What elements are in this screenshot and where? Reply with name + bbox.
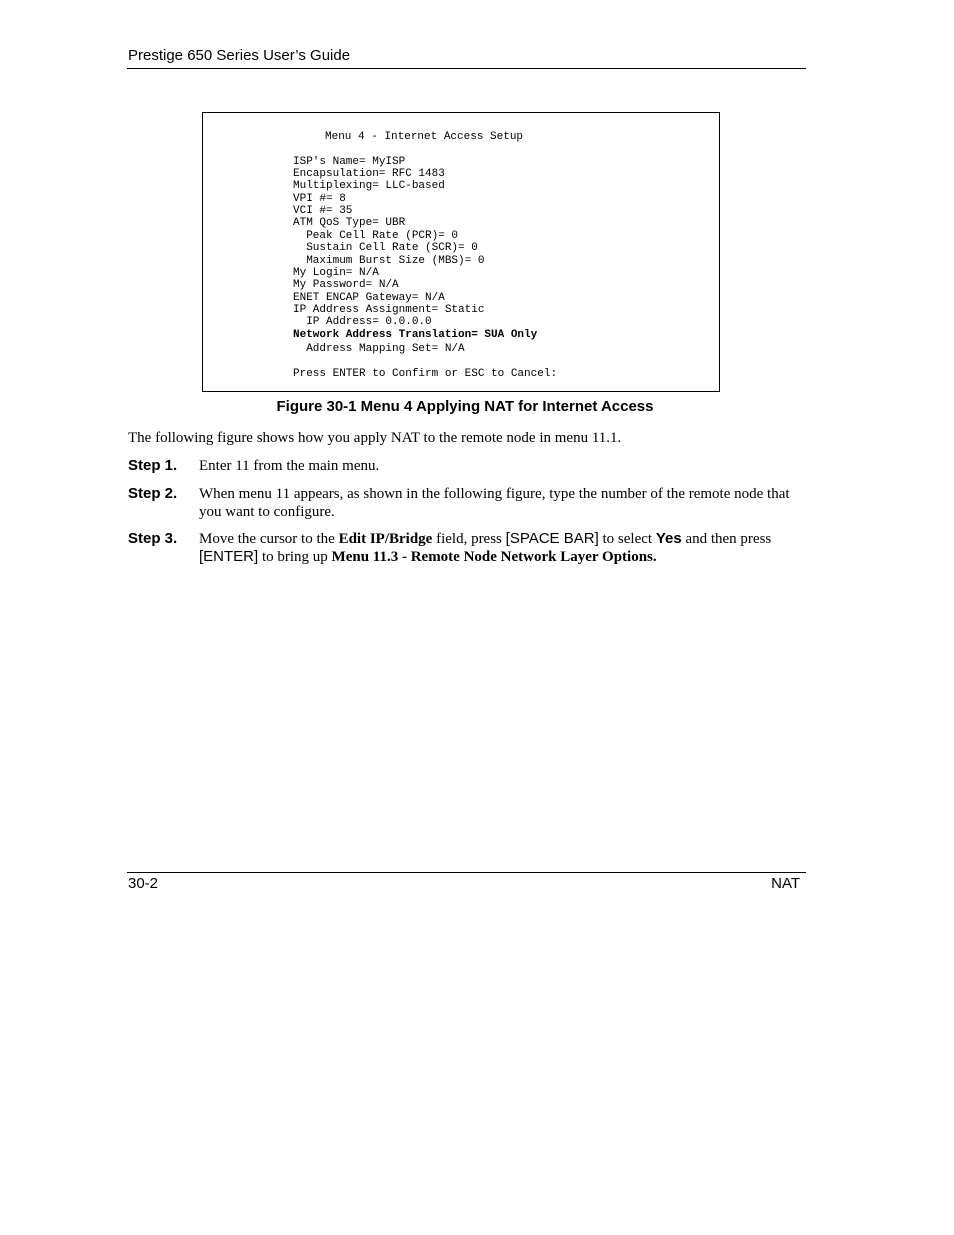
terminal-screen <box>202 112 720 392</box>
terminal-line: Encapsulation= RFC 1483 <box>293 168 445 180</box>
intro-paragraph: The following figure shows how you apply NAT to the remote node in menu 11.1. <box>128 430 622 446</box>
step-text-part: and then press <box>681 531 772 547</box>
step-text: When menu 11 appears, as shown in the following figure, type the number of the remote node that you want to configure. <box>199 486 790 520</box>
terminal-line: IP Address Assignment= Static <box>293 304 485 316</box>
step-label: Step 1. <box>128 457 178 474</box>
page-number: 30-2 <box>128 875 159 892</box>
terminal-prompt: Press ENTER to Confirm or ESC to Cancel: <box>293 368 558 380</box>
terminal-line-highlighted: Network Address Translation= SUA Only <box>293 329 538 341</box>
running-header: Prestige 650 Series User’s Guide <box>128 47 351 64</box>
step-text <box>199 530 809 566</box>
menu-name: Menu 11.3 - Remote Node Network Layer Options. <box>331 549 657 565</box>
footer-divider <box>127 872 806 873</box>
key-enter: [ENTER] <box>199 548 259 565</box>
terminal-line: Multiplexing= LLC-based <box>293 180 445 192</box>
terminal-line: My Password= N/A <box>293 279 399 291</box>
option-yes: Yes <box>655 530 682 547</box>
step-text: Enter 11 from the main menu. <box>199 458 380 474</box>
terminal-line: Sustain Cell Rate (SCR)= 0 <box>293 242 478 254</box>
step-label: Step 2. <box>128 485 178 502</box>
step-text-part: to select <box>598 531 656 547</box>
terminal-line: VPI #= 8 <box>293 193 346 205</box>
step-text-part: field, press <box>432 531 506 547</box>
footer-section: NAT <box>771 875 800 892</box>
terminal-line: My Login= N/A <box>293 267 379 279</box>
key-space-bar: [SPACE BAR] <box>505 530 599 547</box>
terminal-menu-title: Menu 4 - Internet Access Setup <box>325 131 524 143</box>
field-name-edit-ip-bridge: Edit IP/Bridge <box>338 531 433 547</box>
step-text-part: to bring up <box>258 549 332 565</box>
terminal-line: ATM QoS Type= UBR <box>293 217 406 229</box>
figure-caption: Figure 30-1 Menu 4 Applying NAT for Internet Access <box>276 398 654 415</box>
header-divider <box>127 68 806 69</box>
terminal-line: ISP's Name= MyISP <box>293 156 406 168</box>
terminal-line: Address Mapping Set= N/A <box>293 343 465 355</box>
step-text-part: Move the cursor to the <box>199 531 339 547</box>
step-label: Step 3. <box>128 530 178 547</box>
terminal-line: Maximum Burst Size (MBS)= 0 <box>293 255 485 267</box>
terminal-line: IP Address= 0.0.0.0 <box>293 316 432 328</box>
terminal-line: ENET ENCAP Gateway= N/A <box>293 292 445 304</box>
terminal-line: VCI #= 35 <box>293 205 353 217</box>
terminal-line: Peak Cell Rate (PCR)= 0 <box>293 230 459 242</box>
